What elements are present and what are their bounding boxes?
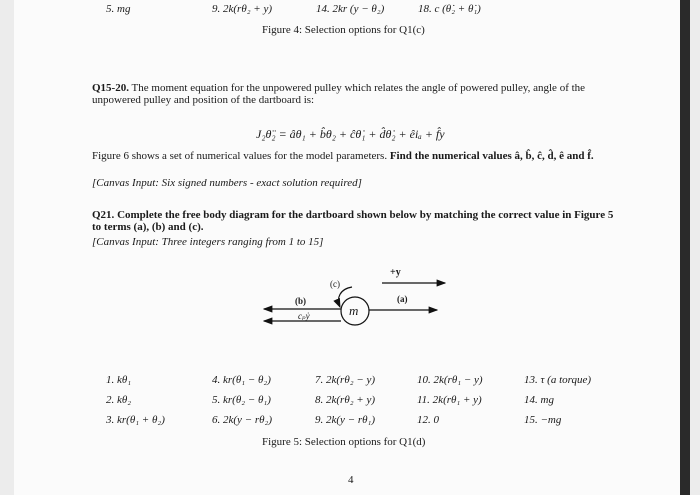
option-5-top: 5. mg <box>106 3 131 15</box>
option-9-top: 9. 2k(rθ₂ + y) <box>212 3 273 15</box>
option-4: 4. kr(θ₁ − θ₂) <box>212 374 271 386</box>
option-7: 7. 2k(rθ₂ − y) <box>315 374 376 386</box>
option-5: 5. kr(θ₂ − θ₁) <box>212 394 271 406</box>
viewer-edge <box>680 0 690 495</box>
q15-find-values: Find the numerical values â, b̂, ĉ, d̂, ê and f̂. <box>389 150 594 162</box>
figure-5-caption: Figure 5: Selection options for Q1(d) <box>262 436 426 448</box>
document-page <box>14 0 690 495</box>
option-18-top: 18. c (θ̇₂ + θ̇₁) <box>418 3 481 15</box>
option-1: 1. kθ₁ <box>106 374 132 386</box>
a-label: (a) <box>397 294 408 304</box>
q15-text: The moment equation for the unpowered pulley which relates the angle of powered pulley, angle of the unpowered pulley and position of the dartboard is: <box>92 82 586 106</box>
figure-6-reference: Figure 6 shows a set of numerical values for the model parameters. <box>92 150 388 162</box>
moment-equation: J₂θ̈₂ = âθ₁ + b̂θ₂ + ĉθ̇₁ + d̂θ̇₂ + êiₐ + f̂y <box>256 127 445 141</box>
b-label: (b) <box>295 296 306 306</box>
option-13: 13. τ (a torque) <box>524 374 592 386</box>
option-9: 9. 2k(y − rθ₁) <box>315 414 376 426</box>
c-label: (c) <box>330 279 340 289</box>
option-11: 11. 2k(rθ₁ + y) <box>417 394 482 406</box>
option-8: 8. 2k(rθ₂ + y) <box>315 394 376 406</box>
option-14: 14. mg <box>524 394 554 406</box>
q21-canvas-input: [Canvas Input: Three integers ranging from 1 to 15] <box>92 236 324 248</box>
figure-4-caption: Figure 4: Selection options for Q1(c) <box>262 24 425 36</box>
page-number: 4 <box>348 474 354 486</box>
plus-y-label: +y <box>390 267 401 278</box>
option-6: 6. 2k(y − rθ₂) <box>212 414 273 426</box>
mass-label: m <box>349 303 359 318</box>
q21-label: Q21. <box>92 209 115 221</box>
option-2: 2. kθ₂ <box>106 394 132 406</box>
q15-canvas-input: [Canvas Input: Six signed numbers - exact solution required] <box>92 177 362 189</box>
q21-text: Complete the free body diagram for the dartboard shown below by matching the correct value in Figure 5 to terms (a), (b) and (c). <box>92 209 614 233</box>
option-12: 12. 0 <box>417 414 439 426</box>
option-3: 3. kr(θ₁ + θ₂) <box>106 414 165 426</box>
option-15: 15. −mg <box>524 414 562 426</box>
q15-label: Q15-20. <box>92 82 129 94</box>
friction-label: cₚẏ <box>298 311 310 321</box>
option-10: 10. 2k(rθ₁ − y) <box>417 374 483 386</box>
option-14-top: 14. 2kr (y − θ₂) <box>316 3 385 15</box>
